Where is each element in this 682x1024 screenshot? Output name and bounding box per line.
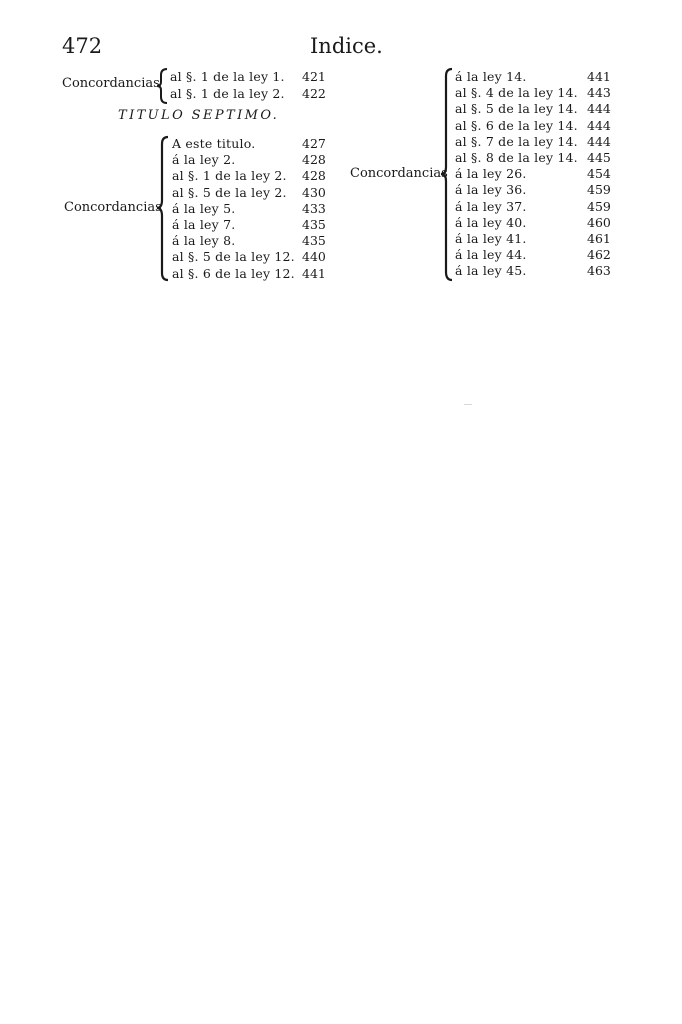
index-entry-page: 435: [302, 217, 326, 232]
index-entry-text: á la ley 5.: [172, 200, 236, 216]
index-entry-page: 443: [587, 85, 611, 101]
index-entry-page: 444: [587, 133, 611, 149]
index-entry-text: al §. 8 de la ley 14.: [455, 150, 578, 165]
index-entry-text: al §. 5 de la ley 2.: [172, 184, 287, 200]
section-title: TITULO SEPTIMO.: [118, 108, 280, 123]
faint-mark: [464, 404, 472, 405]
index-entry-page: 444: [587, 117, 611, 133]
index-entry-text: al §. 1 de la ley 1.: [170, 69, 285, 84]
index-entry-page: 441: [302, 265, 326, 281]
index-entry-text: al §. 5 de la ley 12.: [172, 249, 295, 265]
index-entry-page: 435: [302, 233, 326, 249]
index-entry-text: al §. 6 de la ley 14.: [455, 117, 578, 133]
index-entry-page: 459: [587, 198, 611, 214]
index-entry-text: á la ley 44.: [455, 247, 527, 263]
index-entry-page: 428: [302, 152, 326, 168]
index-entry-text: á la ley 2.: [172, 152, 236, 168]
index-entry-page: 462: [587, 247, 611, 263]
index-entry-page: 463: [587, 263, 611, 279]
index-entry-page: 427: [302, 136, 326, 151]
index-entry-text: á la ley 40.: [455, 214, 527, 230]
running-head: Indice.: [310, 34, 383, 58]
index-entry-page: 454: [587, 166, 611, 182]
index-entry-text: á la ley 8.: [172, 233, 236, 249]
index-entry-text: á la ley 36.: [455, 182, 527, 198]
index-entry-page: 444: [587, 101, 611, 117]
index-entry-text: á la ley 41.: [455, 231, 527, 246]
index-entry-page: 459: [587, 182, 611, 198]
index-entry-text: al §. 7 de la ley 14.: [455, 133, 578, 149]
group-b-label: Concordancias: [64, 200, 162, 215]
group-c-brace-icon: [440, 68, 454, 282]
group-c-label: Concordancias: [350, 166, 448, 181]
index-entry-page: 421: [302, 69, 326, 84]
page-number: 472: [62, 34, 103, 58]
index-entry-page: 433: [302, 200, 326, 216]
index-entry-text: al §. 1 de la ley 2.: [170, 85, 285, 101]
index-entry-page: 428: [302, 168, 326, 184]
index-entry-page: 445: [587, 150, 611, 165]
index-entry-page: 422: [302, 85, 326, 101]
index-entry-page: 430: [302, 184, 326, 200]
index-entry-text: al §. 1 de la ley 2.: [172, 168, 287, 184]
index-entry-page: 460: [587, 214, 611, 230]
index-entry-page: 441: [587, 69, 611, 84]
group-a-label: Concordancias: [62, 76, 160, 91]
index-entry-page: 440: [302, 249, 326, 265]
index-entry-page: 461: [587, 231, 611, 246]
index-entry-text: al §. 5 de la ley 14.: [455, 101, 578, 117]
index-entry-text: A este titulo.: [172, 136, 256, 151]
index-entry-text: á la ley 45.: [455, 263, 527, 279]
index-entry-text: á la ley 37.: [455, 198, 527, 214]
index-entry-text: al §. 4 de la ley 14.: [455, 85, 578, 101]
index-entry-text: al §. 6 de la ley 12.: [172, 265, 295, 281]
group-b-brace-icon: [156, 136, 170, 282]
index-entry-text: á la ley 14.: [455, 69, 527, 84]
index-entry-text: á la ley 7.: [172, 217, 236, 232]
index-entry-text: á la ley 26.: [455, 166, 527, 182]
group-a-brace-icon: [157, 68, 169, 104]
